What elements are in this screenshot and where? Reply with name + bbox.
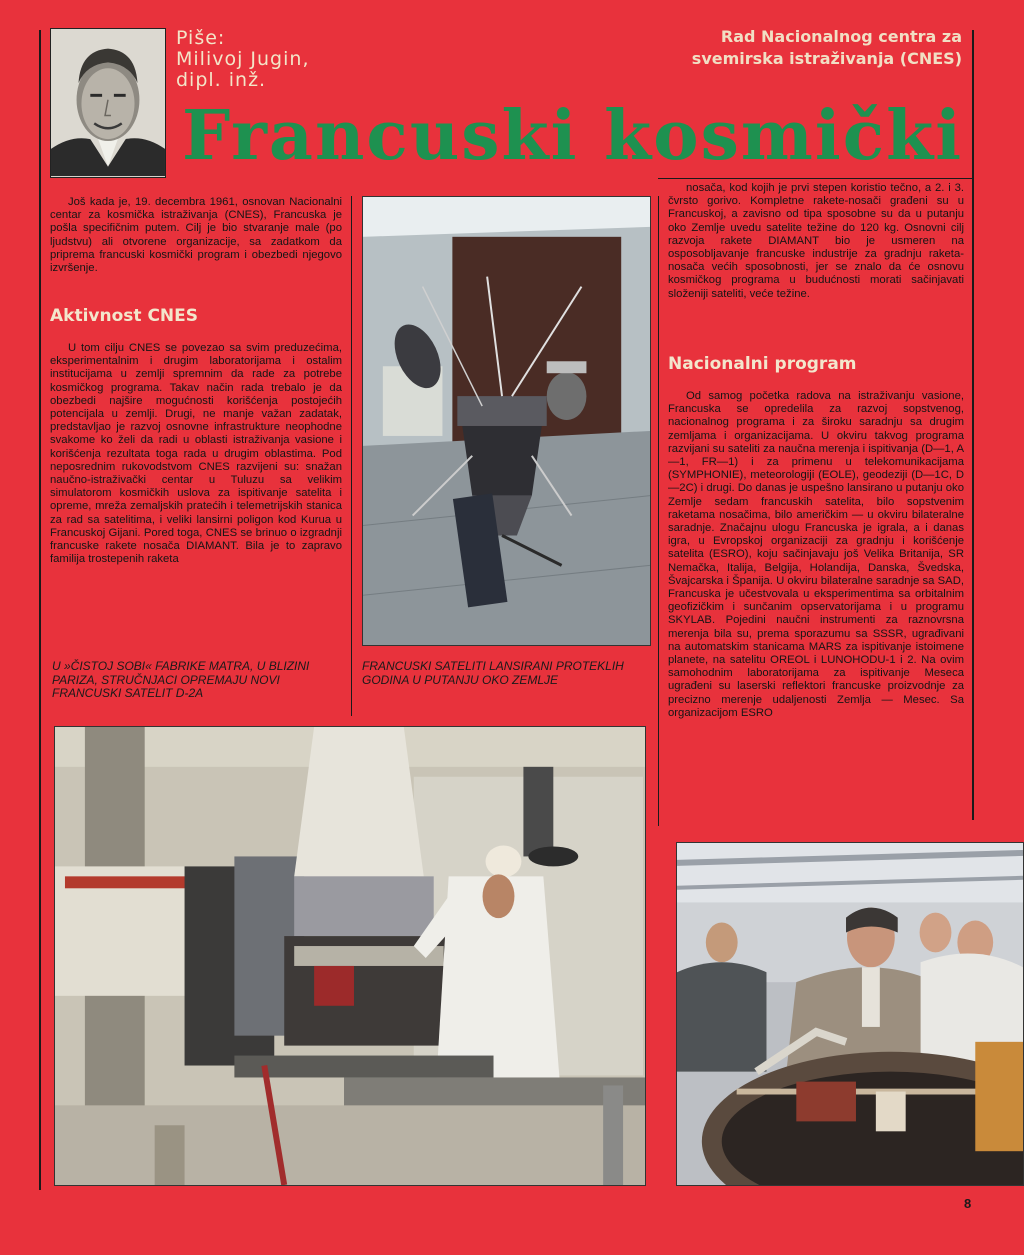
satellite-photo xyxy=(362,196,651,646)
caption-left: U »ČISTOJ SOBI« FABRIKE MATRA, U BLIZINI PARIZA, STRUČNJACI OPREMAJU NOVI FRANCUSKI SATELIT D-2A xyxy=(52,659,310,700)
subhead-nacionalni-program: Nacionalni program xyxy=(668,354,857,374)
kicker-line-2: svemirska istraživanja (CNES) xyxy=(691,49,962,68)
top-rule-right xyxy=(658,178,973,179)
column-3-body xyxy=(668,390,964,822)
body-paragraph: U tom cilju CNES se povezao sa svim preduzećima, eksperimentalnim i drugim laboratorijama i ostalim institucijama u zemlji spremnim da rade za potrebe kosmičkog programa. Takav način rada trebalo je da obezbedi najšire mogućnosti korišćenja postojećih potencijala u zemlji. Drugi, ne manje važan zadatak, predstavljao je razvoj osnovne infrastrukture neophodne svakome ko želi da radi u oblasti istraživanja vasione i korišćenja rezultata toga rada u drugim oblastima. Pod neposrednim rukovodstvom CNES razvijeni su: snažan naučno-istraživački centar u Tuluzu sa velikim simulatorom kosmičkih uslova za ispitivanje satelita i opreme, mreža zemaljskih pratećih i telemetrijskih stanica za rad sa satelitima, i veliki lansirni poligon kod Kurua u Francuskoj Gijani. Pored toga, CNES se brinuo o izgradnji francuske rakete nosača DIAMANT. Bila je to zapravo familija trostepenih raketa xyxy=(50,342,342,566)
author-name: Milivoj Jugin, xyxy=(176,48,310,70)
intro-paragraph: Još kada je, 19. decembra 1961, osnovan Nacionalni centar za kosmička istraživanja (CNES), Francuska je pošla specifičnim putem. Cilj je bio stvaranje male (po ljudstvu) ali otvorene organizacije, sa zadatkom da priprema francuski kosmički program i obezbedi njegovo izvršenje. xyxy=(50,196,342,275)
column-rule-1 xyxy=(351,196,352,716)
author-degree: dipl. inž. xyxy=(176,69,267,91)
column-3-top xyxy=(668,182,964,342)
author-label: Piše: xyxy=(176,27,226,49)
kicker-line-1: Rad Nacionalnog centra za xyxy=(720,27,962,46)
column-1-intro xyxy=(50,196,342,296)
clean-room-photo xyxy=(54,726,646,1186)
column-rule-2 xyxy=(658,196,659,826)
subhead-aktivnost: Aktivnost CNES xyxy=(50,306,199,326)
frame-left-rule xyxy=(39,30,41,1190)
author-credit xyxy=(176,28,436,91)
kicker xyxy=(610,26,962,70)
caption-center: FRANCUSKI SATELITI LANSIRANI PROTEKLIH GODINA U PUTANJU OKO ZEMLJE xyxy=(362,659,624,687)
page-number: 8 xyxy=(964,1196,972,1211)
national-program-paragraph: Od samog početka radova na istraživanju vasione, Francuska se opredelila za razvoj sopstvenog, nacionalnog programa i za široku saradnju sa drugim zemljama i organizacijama. U okviru takvog programa razvijani su sateliti za naučna merenja i ispitivanja (D—1, A—1, FR—1) i za primenu u telekomunikacijama (SYMPHONIE), meteorologiji (EOLE), geodeziji (D—1C, D—2C) i drugi. Do danas je uspešno lansirano u putanju oko Zemlje sedam francuskih satelita, bilo sopstvenim raketama nosačima, bilo američkim — u okviru bilateralne saradnje. Značajnu ulogu Francuska je igrala, a i danas igra, u Evropskoj organizaciji za gradnju i korišćenje satelita (ESRO), koju sačinjavaju još Velika Britanija, SR Nemačka, Italija, Belgija, Holandija, Danska, Švedska, Švajcarska i Španija. U okviru bilateralne saradnje sa SAD, Francuska je učestvovala u eksperimentima sa orbitalnim geofizičkim i sunčanim opservatorijama i u programu SKYLAB. Pojedini naučni instrumenti za raznovrsna merenja bila su, prema sporazumu sa SSSR, ugrađivani na automatskim stanicama MARS za ispitivanje istoimene planete, na satelitu OREOL i LUNOHODU-1 i 2. Na ovim samohodnim laboratorijama za ispitivanje Meseca ugrađeni su laserski reflektori francuske proizvodnje za precizno merenje udaljenosti Zemlja — Mesec. Sa organizacijom ESRO xyxy=(668,390,964,719)
engineers-photo xyxy=(676,842,1024,1186)
diamant-paragraph: nosača, kod kojih je prvi stepen koristio tečno, a 2. i 3. čvrsto gorivo. Kompletne rakete-nosači građeni su u Francuskoj, a zavisno od tipa sposobne su da u putanju oko Zemlje uvedu satelite težine do 120 kg. Osnovni cilj razvoja rakete DIAMANT bio je usmeren na osposobljavanje francuske industrije za gradnju raketa-nosača većih sposobnosti, jer se znalo da će osnovu kosmičkog programa u budućnosti morati sačinjavati složeniji sateliti, veće težine. xyxy=(668,182,964,300)
author-portrait xyxy=(50,28,166,178)
headline: Francuski kosmički xyxy=(182,98,964,174)
column-1-body xyxy=(50,342,342,642)
